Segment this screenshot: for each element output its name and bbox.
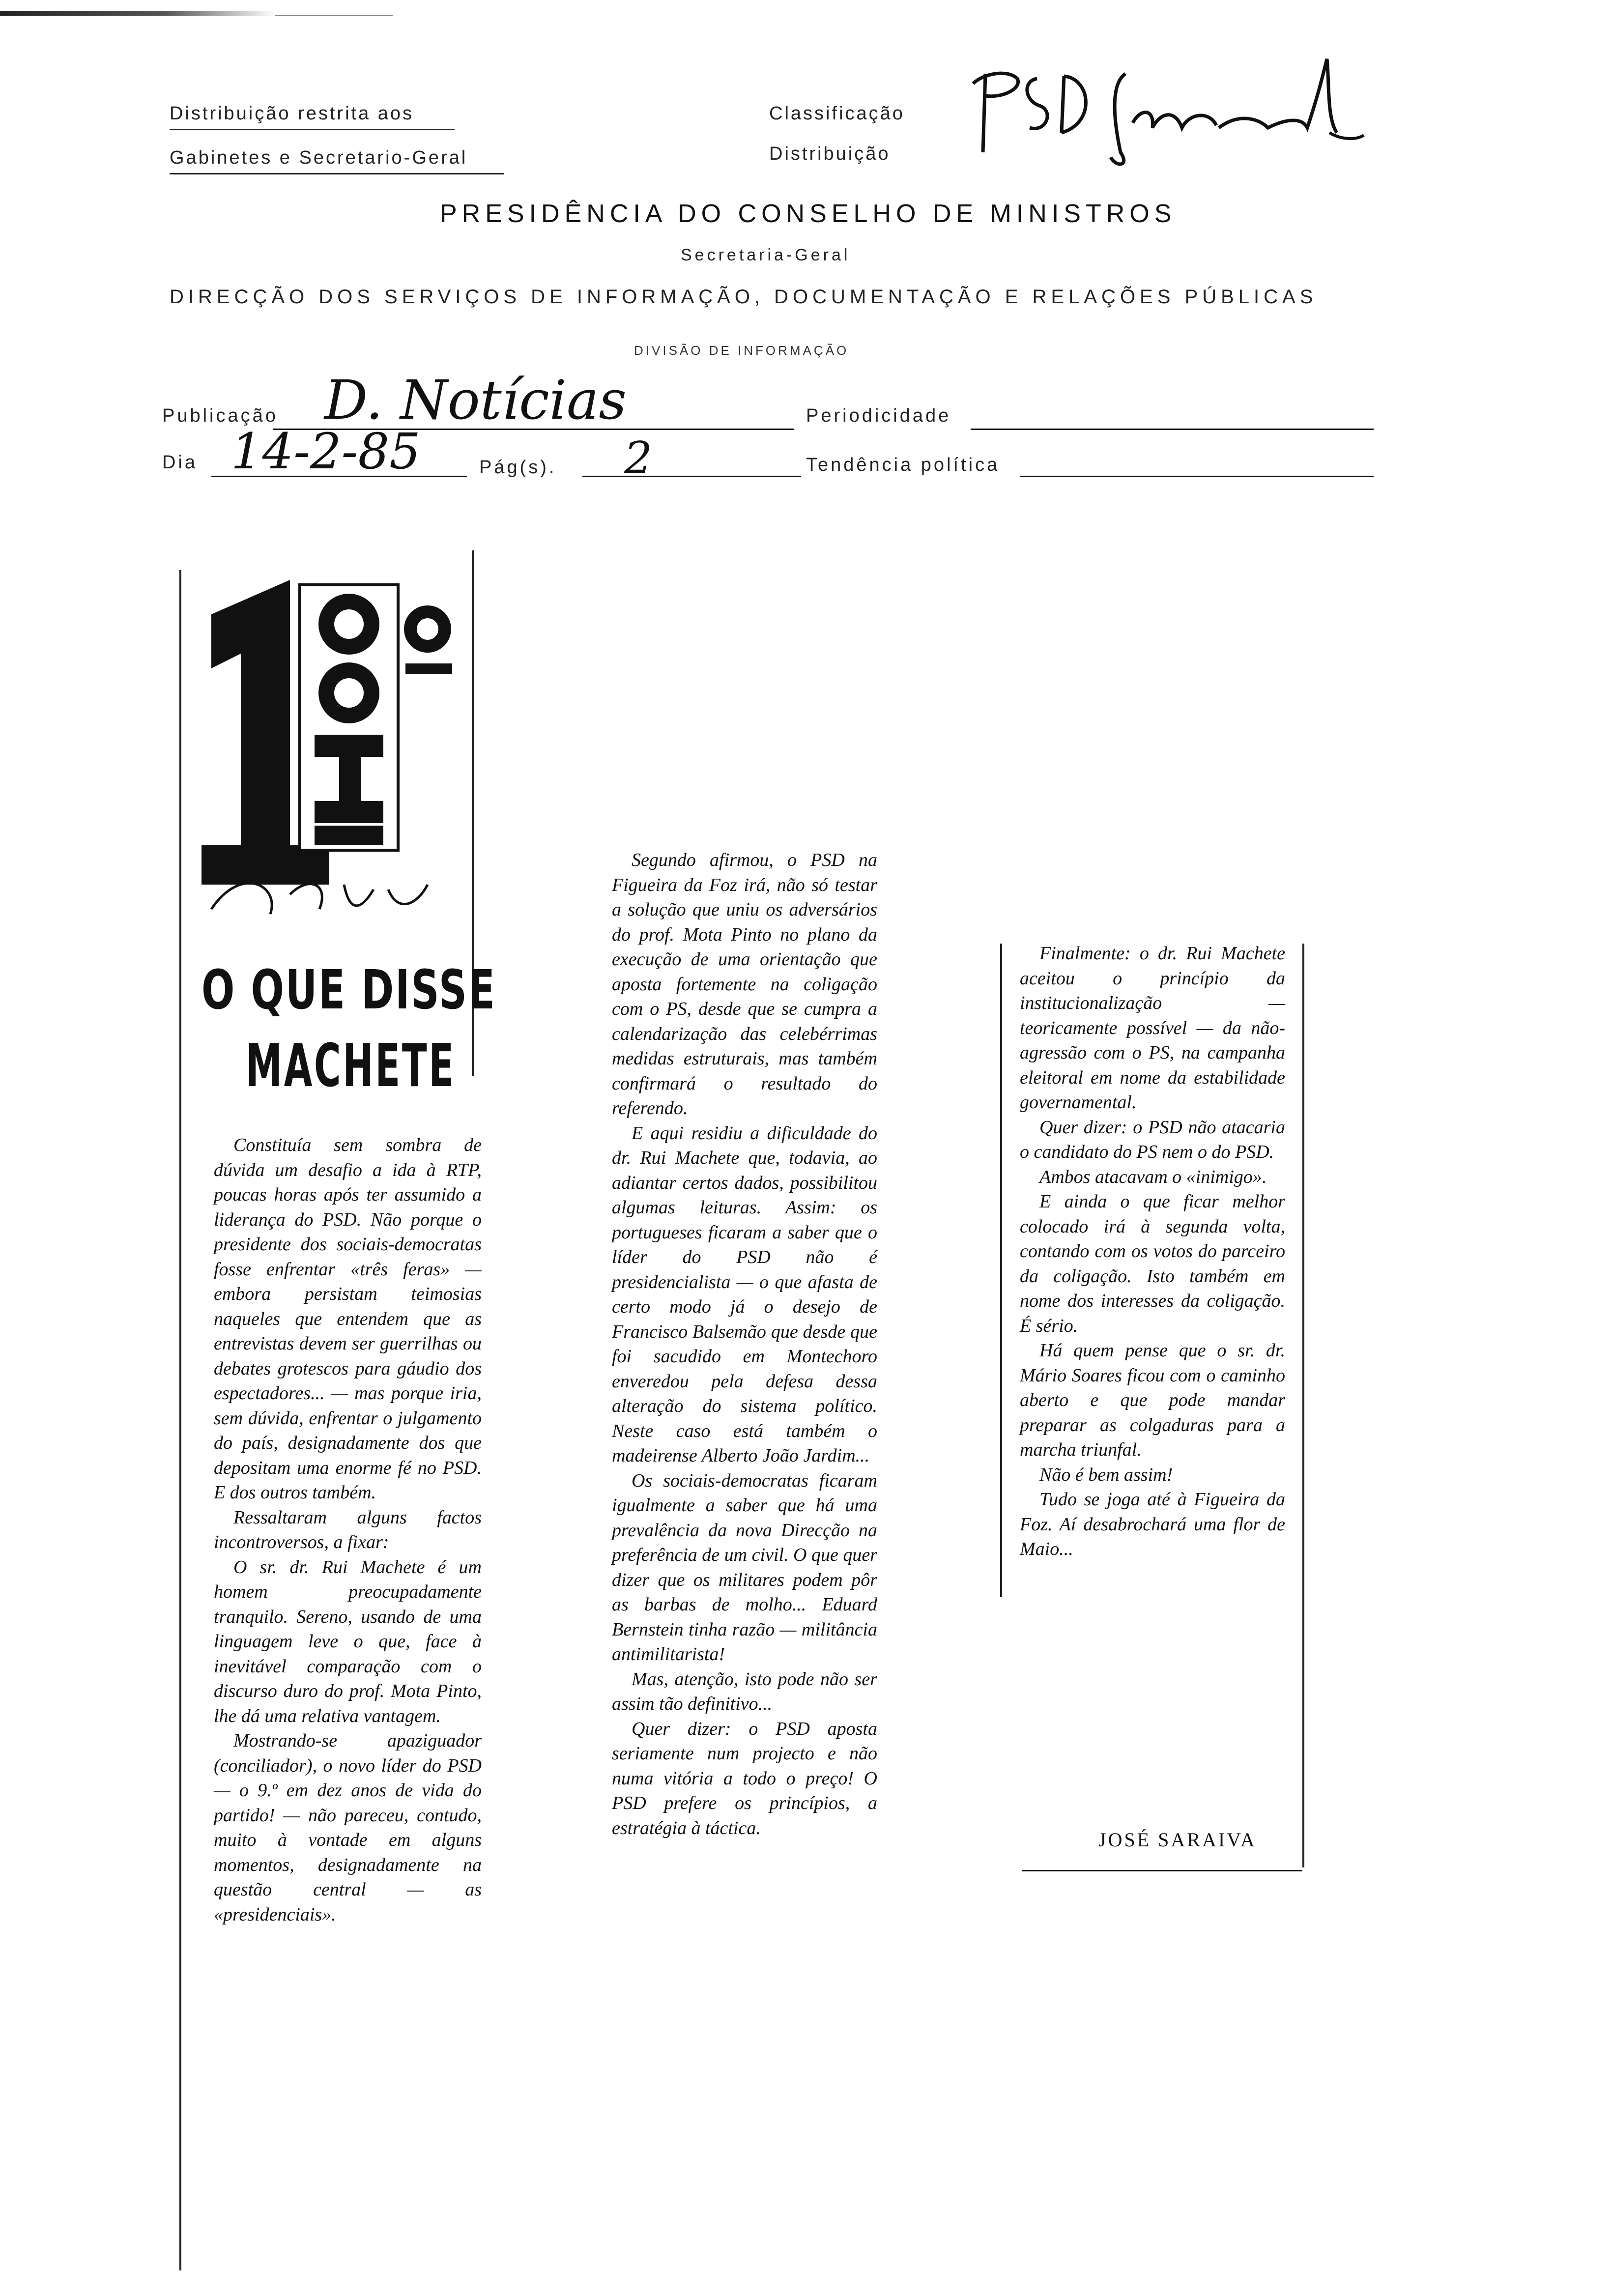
column-2-paragraph: Quer dizer: o PSD aposta seriamente num projecto e não numa vitória a todo o preço! O PSD prefere os princípios, a estratégia à táctica. <box>612 1718 877 1838</box>
publicacao-value: D. Notícias <box>324 369 627 431</box>
page-title: PRESIDÊNCIA DO CONSELHO DE MINISTROS <box>440 200 1177 228</box>
column-3-paragraph: Ambos atacavam o «inimigo». <box>1039 1166 1267 1187</box>
column-1-paragraph: O sr. dr. Rui Machete é um homem preocupadamente tranquilo. Sereno, usando de uma linguagem leve o que, face à inevitável comparação com o discurso duro do prof. Mota Pinto, lhe dá uma relativa vantagem. <box>214 1556 482 1726</box>
article-column-3 <box>1020 941 1285 1562</box>
publicacao-label: Publicação <box>162 405 278 426</box>
headline-line-2: MACHETE <box>246 1032 456 1100</box>
handwritten-note <box>963 54 1366 167</box>
restricted-underline-1 <box>170 129 455 130</box>
classificacao-label: Classificação <box>769 103 905 124</box>
dia-value: 14-2-85 <box>231 423 421 480</box>
pagina-value: 2 <box>624 432 653 484</box>
dia-label: Dia <box>162 452 198 473</box>
column-3-paragraph: Há quem pense que o sr. dr. Mário Soares ficou com o caminho aberto e que pode mandar preparar as colgaduras para a marcha triunfal. <box>1020 1340 1285 1460</box>
column-2-paragraph: Mas, atenção, isto pode não ser assim tão definitivo... <box>612 1668 877 1714</box>
byline-rule <box>1022 1870 1302 1871</box>
column-3-paragraph: Quer dizer: o PSD não atacaria o candidato do PS nem o do PSD. <box>1020 1117 1285 1162</box>
column-2-paragraph: Segundo afirmou, o PSD na Figueira da Foz irá, não só testar a solução que uniu os adversários do prof. Mota Pinto no plano da execução de uma orientação que aposta fortemente na coligação com o PS, desde que se cumpra a calendarização das celebérrimas medidas estruturais, mas também confirmará o resultado do referendo. <box>612 850 877 1119</box>
column-1-paragraph: Mostrando-se apaziguador (conciliador), o novo líder do PSD — o 9.º em dez anos de vida do partido! — não pareceu, contudo, muito à vontade em alguns momentos, designadamente na questão central — as «presidenciais». <box>214 1730 482 1925</box>
headline-line-1: O QUE DISSE <box>202 958 496 1021</box>
column-logo <box>182 570 462 963</box>
byline: JOSÉ SARAIVA <box>1098 1829 1257 1851</box>
column-3-paragraph: E ainda o que ficar melhor colocado irá à segunda volta, contando com os votos do parceiro da coligação. Isto também em nome dos interesses da coligação. É sério. <box>1020 1191 1285 1336</box>
pagina-line <box>582 476 801 477</box>
column-3-left-border <box>1000 944 1002 1597</box>
restricted-line-1: Distribuição restrita aos <box>170 103 414 124</box>
column-1-paragraph: Constituía sem sombra de dúvida um desafio a ida à RTP, poucas horas após ter assumido a liderança do PSD. Não porque o presidente dos sociais-democratas fosse enfrentar «três feras» — embora persistam teimosias naqueles que entendem que as entrevistas devem ser guerrilhas ou debates grotescos para gáudio dos espectadores... — mas porque iria, sem dúvida, enfrentar o julgamento do país, designadamente dos que depositam uma enorme fé no PSD. E dos outros também. <box>214 1135 482 1503</box>
direccao: DIRECÇÃO DOS SERVIÇOS DE INFORMAÇÃO, DOCUMENTAÇÃO E RELAÇÕES PÚBLICAS <box>170 286 1318 308</box>
column-2-paragraph: E aqui residiu a dificuldade do dr. Rui Machete que, todavia, ao adiantar certos dados, possibilitou algumas leituras. Assim: os portugueses ficaram a saber que o líder do PSD não é presidencialista — o que afasta de certo modo já o desejo de Francisco Balsemão que desde que foi sacudido em Montechoro enveredou pela defesa dessa alteração do sistema político. Neste caso está também o madeirense Alberto João Jardim... <box>612 1122 877 1466</box>
restricted-line-2: Gabinetes e Secretario-Geral <box>170 147 468 168</box>
clipping-left-border <box>179 570 181 2270</box>
periodicidade-line <box>971 429 1374 430</box>
distribuicao-label: Distribuição <box>769 144 891 164</box>
secretaria: Secretaria-Geral <box>681 246 851 264</box>
column-1-paragraph: Ressaltaram alguns factos incontroversos, a fixar: <box>214 1507 482 1552</box>
pagina-label: Pág(s). <box>479 457 557 478</box>
scan-streak-thin <box>275 15 393 16</box>
column-3-right-border <box>1302 944 1304 1867</box>
restricted-underline-2 <box>170 173 504 174</box>
article-column-2 <box>612 848 877 1840</box>
scan-streak <box>0 11 275 16</box>
divisao: DIVISÃO DE INFORMAÇÃO <box>634 343 849 358</box>
article-column-1 <box>214 1133 482 1927</box>
periodicidade-label: Periodicidade <box>806 405 951 426</box>
column-2-paragraph: Os sociais-democratas ficaram igualmente a saber que há uma prevalência da nova Direcção na preferência de um civil. O que quer dizer que os militares podem pôr as barbas de molho... Eduard Bernstein tinha razão — militância antimilitarista! <box>612 1470 877 1665</box>
tendencia-label: Tendência política <box>806 455 1000 475</box>
tendencia-line <box>1020 476 1374 477</box>
column-3-paragraph: Tudo se joga até à Figueira da Foz. Aí desabrochará uma flor de Maio... <box>1020 1489 1285 1559</box>
column-3-paragraph: Finalmente: o dr. Rui Machete aceitou o princípio da institucionalização — teoricamente possível — da não-agressão com o PS, na campanha eleitoral em nome da estabilidade governamental. <box>1020 943 1285 1113</box>
column-3-paragraph: Não é bem assim! <box>1039 1464 1173 1485</box>
